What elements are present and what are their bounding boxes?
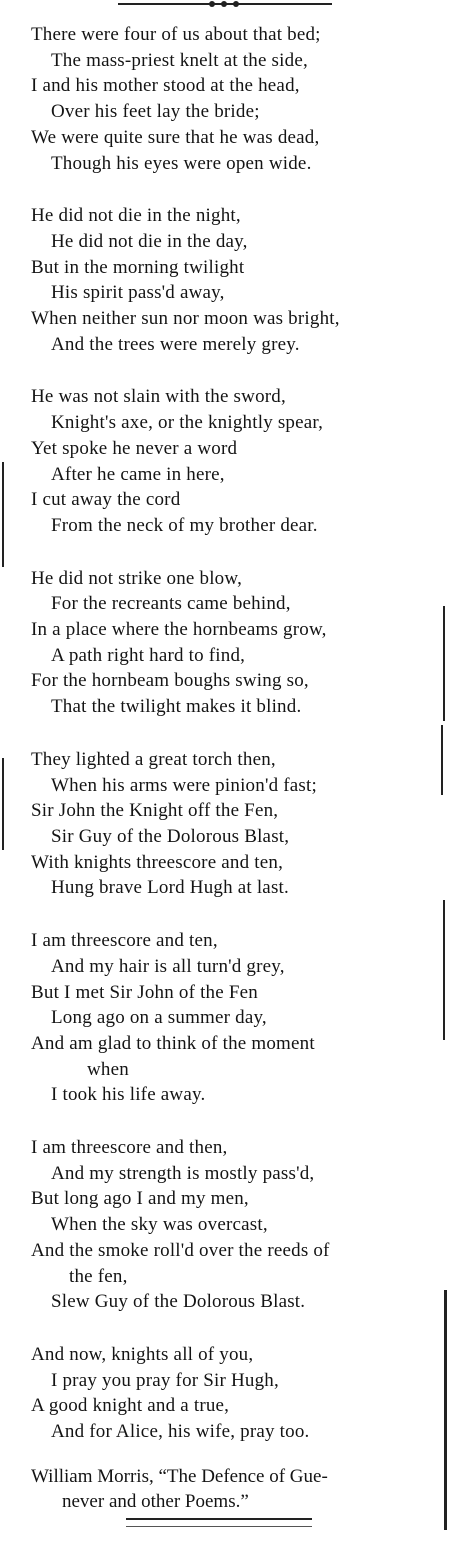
poem-line: And the trees were merely grey. xyxy=(51,333,300,355)
poem-line: Knight's axe, or the knightly spear, xyxy=(51,412,324,434)
poem-line: With knights threescore and ten, xyxy=(31,851,284,873)
poem-line: When the sky was overcast, xyxy=(51,1214,268,1236)
right-column-edge-mark xyxy=(444,1290,447,1530)
right-column-edge-mark xyxy=(441,725,443,795)
poem-line: After he came in here, xyxy=(51,463,225,485)
stanza xyxy=(31,22,441,176)
poem-line: That the twilight makes it blind. xyxy=(51,696,302,718)
poem-line: For the recreants came behind, xyxy=(51,593,291,615)
poem-body xyxy=(31,22,441,1472)
stanza xyxy=(31,566,441,720)
poem-line: His spirit pass'd away, xyxy=(51,282,225,304)
poem-line: When his arms were pinion'd fast; xyxy=(51,774,317,796)
poem-line: And now, knights all of you, xyxy=(31,1343,254,1365)
poem-line: And the smoke roll'd over the reeds of xyxy=(31,1239,330,1261)
poem-line: Long ago on a summer day, xyxy=(51,1007,267,1029)
rule-ornament xyxy=(209,0,239,7)
poem-line: Though his eyes were open wide. xyxy=(51,152,312,174)
poem-line: I and his mother stood at the head, xyxy=(31,75,300,97)
poem-line: In a place where the hornbeams grow, xyxy=(31,619,327,641)
attribution-line: never and other Poems.” xyxy=(62,1491,249,1512)
poem-line: A good knight and a true, xyxy=(31,1395,230,1417)
attribution-line: William Morris, “The Defence of Gue- xyxy=(31,1466,328,1487)
stanza xyxy=(31,203,441,357)
poem-line-continuation: when xyxy=(87,1058,129,1080)
poem-line: He was not slain with the sword, xyxy=(31,386,286,408)
poem-line: I am threescore and then, xyxy=(31,1137,228,1159)
stanza xyxy=(31,1342,441,1445)
stanza xyxy=(31,928,441,1108)
poem-line: Over his feet lay the bride; xyxy=(51,101,260,123)
poem-line: Sir Guy of the Dolorous Blast, xyxy=(51,825,290,847)
stanza xyxy=(31,747,441,901)
right-column-edge-mark xyxy=(443,900,445,1040)
poem-line: I cut away the cord xyxy=(31,489,181,511)
stanza xyxy=(31,1135,441,1315)
poem-line: I am threescore and ten, xyxy=(31,930,218,952)
bottom-rule-thin xyxy=(126,1526,312,1527)
bottom-rule xyxy=(126,1518,312,1520)
poem-line: Sir John the Knight off the Fen, xyxy=(31,800,279,822)
poem-line: From the neck of my brother dear. xyxy=(51,514,318,536)
attribution xyxy=(31,1464,435,1514)
poem-line: And for Alice, his wife, pray too. xyxy=(51,1421,310,1443)
poem-line: He did not strike one blow, xyxy=(31,567,243,589)
left-column-edge-mark xyxy=(2,758,4,850)
right-column-edge-mark xyxy=(443,606,445,721)
poem-line: I pray you pray for Sir Hugh, xyxy=(51,1369,279,1391)
poem-line: But I met Sir John of the Fen xyxy=(31,981,258,1003)
top-ornamental-rule xyxy=(118,3,332,5)
poem-line: And my hair is all turn'd grey, xyxy=(51,955,285,977)
poem-line: We were quite sure that he was dead, xyxy=(31,126,320,148)
poem-line: They lighted a great torch then, xyxy=(31,748,276,770)
poem-line: And my strength is mostly pass'd, xyxy=(51,1162,315,1184)
poem-line: Yet spoke he never a word xyxy=(31,437,238,459)
poem-line: But long ago I and my men, xyxy=(31,1188,249,1210)
poem-line: The mass-priest knelt at the side, xyxy=(51,49,308,71)
poem-line: I took his life away. xyxy=(51,1084,206,1106)
poem-line-continuation: the fen, xyxy=(69,1265,128,1287)
poem-line: Hung brave Lord Hugh at last. xyxy=(51,877,289,899)
poem-line: He did not die in the day, xyxy=(51,230,248,252)
left-column-edge-mark xyxy=(2,462,4,567)
stanza xyxy=(31,384,441,538)
poem-line: A path right hard to find, xyxy=(51,644,246,666)
poem-line: But in the morning twilight xyxy=(31,256,245,278)
poem-line: For the hornbeam boughs swing so, xyxy=(31,670,309,692)
poem-line: He did not die in the night, xyxy=(31,205,241,227)
poem-line: And am glad to think of the moment xyxy=(31,1032,315,1054)
poem-line: There were four of us about that bed; xyxy=(31,24,321,45)
poem-line: Slew Guy of the Dolorous Blast. xyxy=(51,1291,306,1313)
poem-line: When neither sun nor moon was bright, xyxy=(31,308,340,330)
